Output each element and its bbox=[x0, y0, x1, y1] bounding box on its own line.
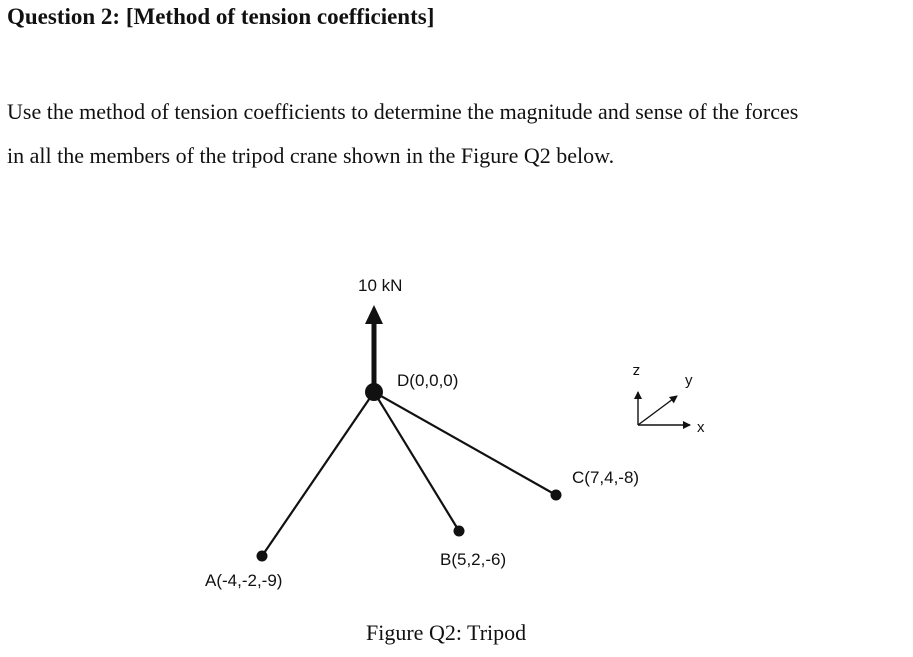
y-axis-arrow bbox=[638, 396, 677, 425]
z-axis-label: z bbox=[632, 363, 640, 380]
member-db bbox=[374, 392, 459, 531]
question-line-2: in all the members of the tripod crane shown in the Figure Q2 below. bbox=[7, 143, 615, 168]
node-d-label: D(0,0,0) bbox=[397, 371, 459, 390]
figure-caption: Figure Q2: Tripod bbox=[366, 620, 527, 645]
node-b-joint bbox=[454, 526, 465, 537]
x-axis-label: x bbox=[697, 419, 705, 436]
node-c-label: C(7,4,-8) bbox=[572, 468, 640, 487]
y-axis-label: y bbox=[685, 372, 693, 389]
member-dc bbox=[374, 392, 556, 495]
node-b-label: B(5,2,-6) bbox=[440, 550, 507, 569]
question-title: Question 2: [Method of tension coefficients] bbox=[7, 4, 435, 29]
axes-triad bbox=[633, 363, 706, 436]
load-arrow-head bbox=[365, 305, 383, 324]
node-a-label: A(-4,-2,-9) bbox=[205, 571, 283, 590]
load-label: 10 kN bbox=[358, 276, 403, 295]
node-d-joint bbox=[365, 383, 383, 401]
question-line-1: Use the method of tension coefficients to determine the magnitude and sense of the forces bbox=[7, 99, 799, 124]
node-a-joint bbox=[257, 551, 268, 562]
member-da bbox=[262, 392, 374, 556]
node-c-joint bbox=[551, 490, 562, 501]
